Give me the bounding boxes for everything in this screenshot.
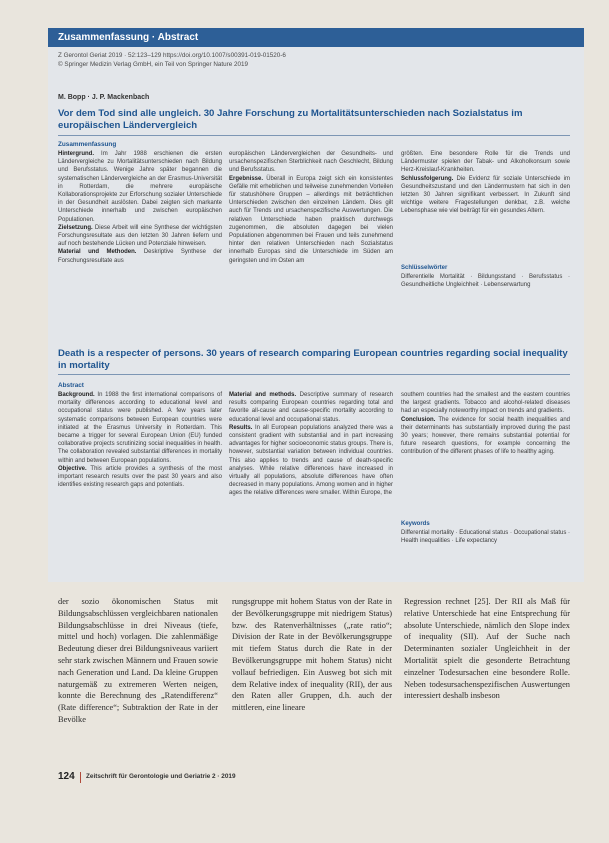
german-title: Vor dem Tod sind alle ungleich. 30 Jahre Forschung zu Mortalitätsunterschieden nach Sozialstatus im europäischen Ländervergleich <box>58 108 523 131</box>
paragraph-text: southern countries had the smallest and the eastern countries the largest gradients. Tobacco and alcohol-related diseases had an especially noteworthy impact on trends and gradients. <box>401 392 570 415</box>
abstract-paragraph <box>58 150 222 224</box>
paragraph-text: In all European populations analyzed there was a consistent gradient with substantial and in part increasing advantages for higher socioeconomic status groups. There is, however, substantial variation between individual countries. This also applies to trends and cause of death-specific analyses. While relative differences have increased in virtually all populations, absolute differences have often decreased in many populations. Among women and in higher ages the relative differences were smaller. Within Europe, the <box>229 424 393 497</box>
paragraph-text: The evidence for social health inequalities and their determinants has substantially improved during the past 30 years; however, there remains substantial potential for future research questions, for example concerning the contribution of the different phases of life to healthy aging. <box>401 416 570 456</box>
citation-line: Z Gerontol Geriat 2019 · 52:123–129 https://doi.org/10.1007/s00391-019-01520-6 <box>58 52 286 59</box>
abstract-paragraph <box>229 150 393 175</box>
german-abstract-heading: Zusammenfassung <box>58 141 117 148</box>
german-col-2 <box>229 150 393 265</box>
paragraph-lead: Zielsetzung. <box>58 224 93 231</box>
paragraph-text: europäischen Ländervergleichen der Gesundheits- und ursachenspezifischen Sterblichkeit nach Geschlecht, Bildung und Berufsstatus. <box>229 151 393 174</box>
paragraph-text: Deskriptive Synthese der Forschungsresultate aus <box>58 249 222 264</box>
paragraph-lead: Objective. <box>58 465 87 472</box>
paragraph-lead: Ergebnisse. <box>229 175 264 182</box>
abstract-paragraph <box>401 416 570 457</box>
divider <box>58 374 570 375</box>
abstract-paragraph <box>401 150 570 175</box>
paragraph-text: Descriptive summary of research results comparing European countries regarding total and favorite all-cause and cause-specific mortality according to educational level and occupational status. <box>229 392 393 423</box>
paragraph-text: In 1988 the first international comparisons of mortality differences according to educational level and occupational status were published. A few years later systematic comparisons between European countries were initiated at the Erasmus University in Rotterdam. This became a trigger for several European Union (EU) funded collaborative projects scrutinizing social inequalities in health. The collaboration revealed substantial differences in mortality within and between European populations. <box>58 392 222 464</box>
abstract-paragraph <box>229 391 393 424</box>
paragraph-text: Im Jahr 1988 erschienen die ersten Ländervergleiche zu Mortalitätsunterschieden nach Bildung und Berufsstatus. Wenige Jahre später begannen die systematischen Ländervergleiche an der Erasmus-Universität in Rotterdam, die mehrere europäische Kollaborationsprojekte zur Erforschung sozialer Unterschiede in der Gesundheit auslösten. Dabei zeigten sich markante Unterschiede innerhalb und zwischen europäischen Populationen. <box>58 151 222 223</box>
paragraph-lead: Background. <box>58 392 95 398</box>
abstract-paragraph <box>401 175 570 216</box>
german-keywords <box>401 264 570 290</box>
abstract-paragraph <box>58 391 222 465</box>
paragraph-lead: Results. <box>229 424 253 431</box>
english-col-3 <box>401 391 570 457</box>
abstract-paragraph <box>229 424 393 498</box>
abstract-paragraph <box>401 391 570 416</box>
paragraph-lead: Material und Methoden. <box>58 249 137 256</box>
english-keywords-text: Differential mortality · Educational status · Occupational status · Health inequalities · Life expectancy <box>401 530 570 545</box>
english-keywords <box>401 520 570 546</box>
german-col-3 <box>401 150 570 216</box>
english-col-2 <box>229 391 393 498</box>
section-header: Zusammenfassung · Abstract <box>48 28 584 47</box>
journal-name: Zeitschrift für Gerontologie und Geriatrie 2 · 2019 <box>86 773 236 780</box>
german-keywords-text: Differentielle Mortalität · Bildungsstand · Berufsstatus · Gesundheitliche Ungleichheit · Lebenserwartung <box>401 274 570 289</box>
english-col-1 <box>58 391 222 489</box>
paragraph-lead: Material and methods. <box>229 392 297 398</box>
paragraph-text: This article provides a synthesis of the most important research results over the past 30 years and also identifies existing research gaps and potentials. <box>58 465 222 489</box>
page-footer <box>58 771 578 785</box>
authors: M. Bopp · J. P. Mackenbach <box>58 94 150 101</box>
english-abstract-heading: Abstract <box>58 382 84 389</box>
abstract-paragraph <box>58 224 222 249</box>
german-keywords-heading: Schlüsselwörter <box>401 265 448 271</box>
paragraph-lead: Hintergrund. <box>58 151 94 157</box>
page-number: 124 <box>58 771 75 782</box>
paragraph-text: Die Evidenz für soziale Unterschiede im Gesundheitszustand und den Ländermustern hat sich in den letzten 30 Jahren signifikant verbessert. In Zukunft sind wichtige weitere Fragestellungen denkbar, z.B. welche Lebensphase wie viel beiträgt für ein gesundes Altern. <box>401 175 570 215</box>
footer-divider <box>80 772 81 783</box>
abstract-paragraph <box>229 175 393 265</box>
abstract-paragraph <box>58 465 222 490</box>
german-col-1 <box>58 150 222 265</box>
paragraph-lead: Schlussfolgerung. <box>401 175 454 182</box>
english-title: Death is a respecter of persons. 30 years of research comparing European countries regarding social inequality in mortality <box>58 348 568 371</box>
body-col-1: der sozio ökonomischen Status mit Bildungsabschlüssen vergleichbaren nationalen Bildungsabschlüsse in drei Niveaus (tiefe, mittel und hoch) vorlagen. Die zahlenmäßige Bedeutung dieser drei Bildungsniveaus variiert sehr stark zwischen Männern und Frauen sowie nach Generation und Land. Da kleine Gruppen naturgemäß zu extremeren Werten neigen, konnte die Berechnung des „Ratendifferenz“ (Rate difference“; Subtraktion der Rate in der Bevölke <box>58 597 218 724</box>
paragraph-lead: Conclusion. <box>401 416 436 423</box>
body-col-2: rungsgruppe mit hohem Status von der Rate in der Bevölkerungsgruppe mit niedrigem Status) bzw. des Ratenverhältnisses („rate ratio“; Division der Rate in der Bevölkerungsgruppe mit tiefem Status durch die Rate in der Bevölkerungsgruppe mit hohem Status) nicht vollauf befriedigen. Ein Ausweg bot sich mit dem Relative index of inequality (RII), der aus den Raten aller Gruppen, d.h. auch der mittleren, eine lineare <box>232 597 392 713</box>
body-col-3: Regression rechnet [25]. Der RII als Maß für relative Unterschiede hat eine Entsprechung für absolute Unterschiede, nämlich den Slope index of inequality (SII). Auf der Suche nach Determinanten sozialer Ungleichheit in der Mortalität spielt die gesonderte Betrachtung einzelner Todesursachen eine besondere Rolle. Neben todesursachenspezifischen Auswertungen interessiert deshalb insbeson <box>404 597 570 701</box>
divider <box>58 135 570 136</box>
abstract-paragraph <box>58 248 222 264</box>
paragraph-text: größten. Eine besondere Rolle für die Trends und Ländermuster spielen der Tabak- und Alkoholkonsum sowie Herz-Kreislauf-Krankheiten. <box>401 151 570 174</box>
paragraph-text: Diese Arbeit will eine Synthese der wichtigsten Forschungsresultate aus den letzten 30 Jahren liefern und auf noch bestehende Lücken und Potenziale hinweisen. <box>58 224 222 248</box>
article-meta <box>58 52 498 69</box>
english-keywords-heading: Keywords <box>401 521 430 527</box>
paragraph-text: Überall in Europa zeigt sich ein konsistentes Gefälle mit erheblichen und teilweise zunehmenden Vorteilen für statushöhere Gruppen – allerdings mit beträchtlichen Unterschieden zwischen den einzelnen Ländern. Dies gilt auch für Trends und ursachenspezifische Auswertungen. Die relativen Unterschiede haben praktisch durchwegs zugenommen, die absoluten dagegen bei vielen Populationen abgenommen bei Frauen und teils zunehmend hinter den relativen Unterschieden nach Sozialstatus innerhalb Europas sind die Unterschiede im Süden am geringsten und im Osten am <box>229 175 393 264</box>
copyright-line: © Springer Medizin Verlag GmbH, ein Teil von Springer Nature 2019 <box>58 60 249 68</box>
